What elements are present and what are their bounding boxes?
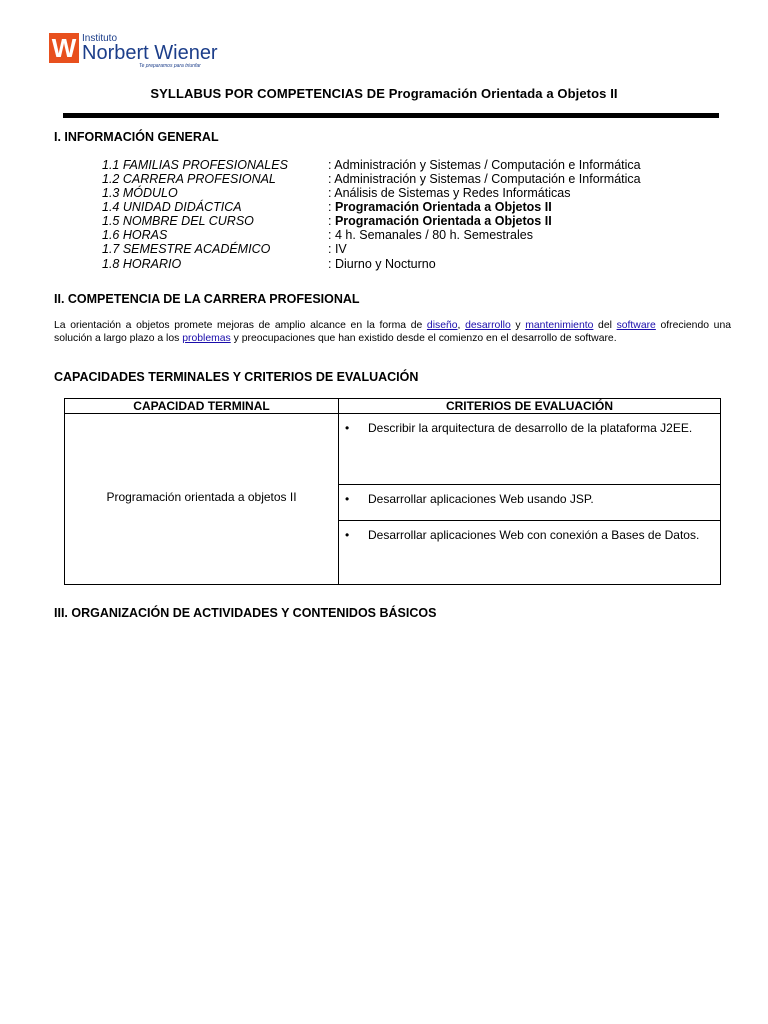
value-bold: Programación Orientada a Objetos II: [334, 200, 552, 214]
link-software[interactable]: software: [616, 320, 656, 331]
column-header-capacidad: CAPACIDAD TERMINAL: [65, 399, 339, 414]
capacidad-cell: Programación orientada a objetos II: [65, 414, 339, 584]
info-label: 1.2 CARRERA PROFESIONAL: [102, 172, 276, 186]
section-heading-organizacion: III. ORGANIZACIÓN DE ACTIVIDADES Y CONTENIDOS BÁSICOS: [54, 606, 437, 620]
info-label: 1.4 UNIDAD DIDÁCTICA: [102, 200, 242, 214]
logo-line-name: Norbert Wiener: [82, 42, 218, 64]
info-label: 1.3 MÓDULO: [102, 186, 178, 200]
title-divider: [63, 113, 719, 118]
capacidades-table: [64, 398, 721, 585]
criterio-text: Desarrollar aplicaciones Web con conexión a Bases de Datos.: [368, 528, 700, 542]
paragraph-text: y: [510, 320, 526, 331]
paragraph-text: La orientación a objetos promete mejoras de amplio alcance en la forma de: [54, 320, 427, 331]
info-value: : Análisis de Sistemas y Redes Informáticas: [328, 186, 571, 200]
section-heading-capacidades: CAPACIDADES TERMINALES Y CRITERIOS DE EVALUACIÓN: [54, 370, 419, 384]
paragraph-text: ,: [457, 320, 466, 331]
logo-w-mark: W: [49, 33, 79, 63]
section-heading-informacion-general: I. INFORMACIÓN GENERAL: [54, 130, 219, 144]
logo-tagline: Te preparamos para triunfar: [139, 63, 201, 69]
paragraph-text: ofreciendo una solución a largo plazo a los: [54, 320, 731, 344]
document-title: SYLLABUS POR COMPETENCIAS DE Programación Orientada a Objetos II: [150, 86, 618, 101]
link-desarrollo[interactable]: desarrollo: [465, 320, 511, 331]
info-value: : Administración y Sistemas / Computación e Informática: [328, 158, 641, 172]
info-value: : Administración y Sistemas / Computación e Informática: [328, 172, 641, 186]
info-value: [328, 200, 552, 214]
info-value: : 4 h. Semanales / 80 h. Semestrales: [328, 228, 533, 242]
info-label: 1.7 SEMESTRE ACADÉMICO: [102, 242, 271, 256]
info-value: : Diurno y Nocturno: [328, 257, 436, 271]
value-prefix: :: [328, 200, 335, 214]
link-diseno[interactable]: diseño: [426, 320, 458, 331]
info-value: [328, 214, 552, 228]
institution-logo: [49, 33, 219, 73]
value-prefix: :: [328, 214, 335, 228]
link-mantenimiento[interactable]: mantenimiento: [525, 320, 594, 331]
criterio-cell: [339, 414, 720, 485]
criterio-cell: [339, 485, 720, 521]
bullet-icon: •: [345, 528, 350, 542]
criterio-cell: [339, 521, 720, 584]
paragraph-text: del: [593, 320, 617, 331]
link-problemas[interactable]: problemas: [182, 332, 231, 344]
column-header-criterios: CRITERIOS DE EVALUACIÓN: [339, 399, 720, 414]
paragraph-text: y preocupaciones que han existido desde el comienzo en el desarrollo de software.: [230, 332, 617, 344]
bullet-icon: •: [345, 492, 350, 506]
section-heading-competencia: II. COMPETENCIA DE LA CARRERA PROFESIONAL: [54, 292, 360, 306]
info-label: 1.8 HORARIO: [102, 257, 182, 271]
criterio-text: Desarrollar aplicaciones Web usando JSP.: [368, 492, 594, 506]
bullet-icon: •: [345, 421, 350, 435]
criterio-text: Describir la arquitectura de desarrollo de la plataforma J2EE.: [368, 421, 693, 435]
logo-line-instituto: Instituto: [82, 33, 118, 44]
info-label: 1.5 NOMBRE DEL CURSO: [102, 214, 254, 228]
competencia-paragraph: [54, 320, 731, 345]
info-label: 1.1 FAMILIAS PROFESIONALES: [102, 158, 288, 172]
value-bold: Programación Orientada a Objetos II: [334, 214, 552, 228]
info-label: 1.6 HORAS: [102, 228, 168, 242]
info-value: : IV: [328, 242, 347, 256]
